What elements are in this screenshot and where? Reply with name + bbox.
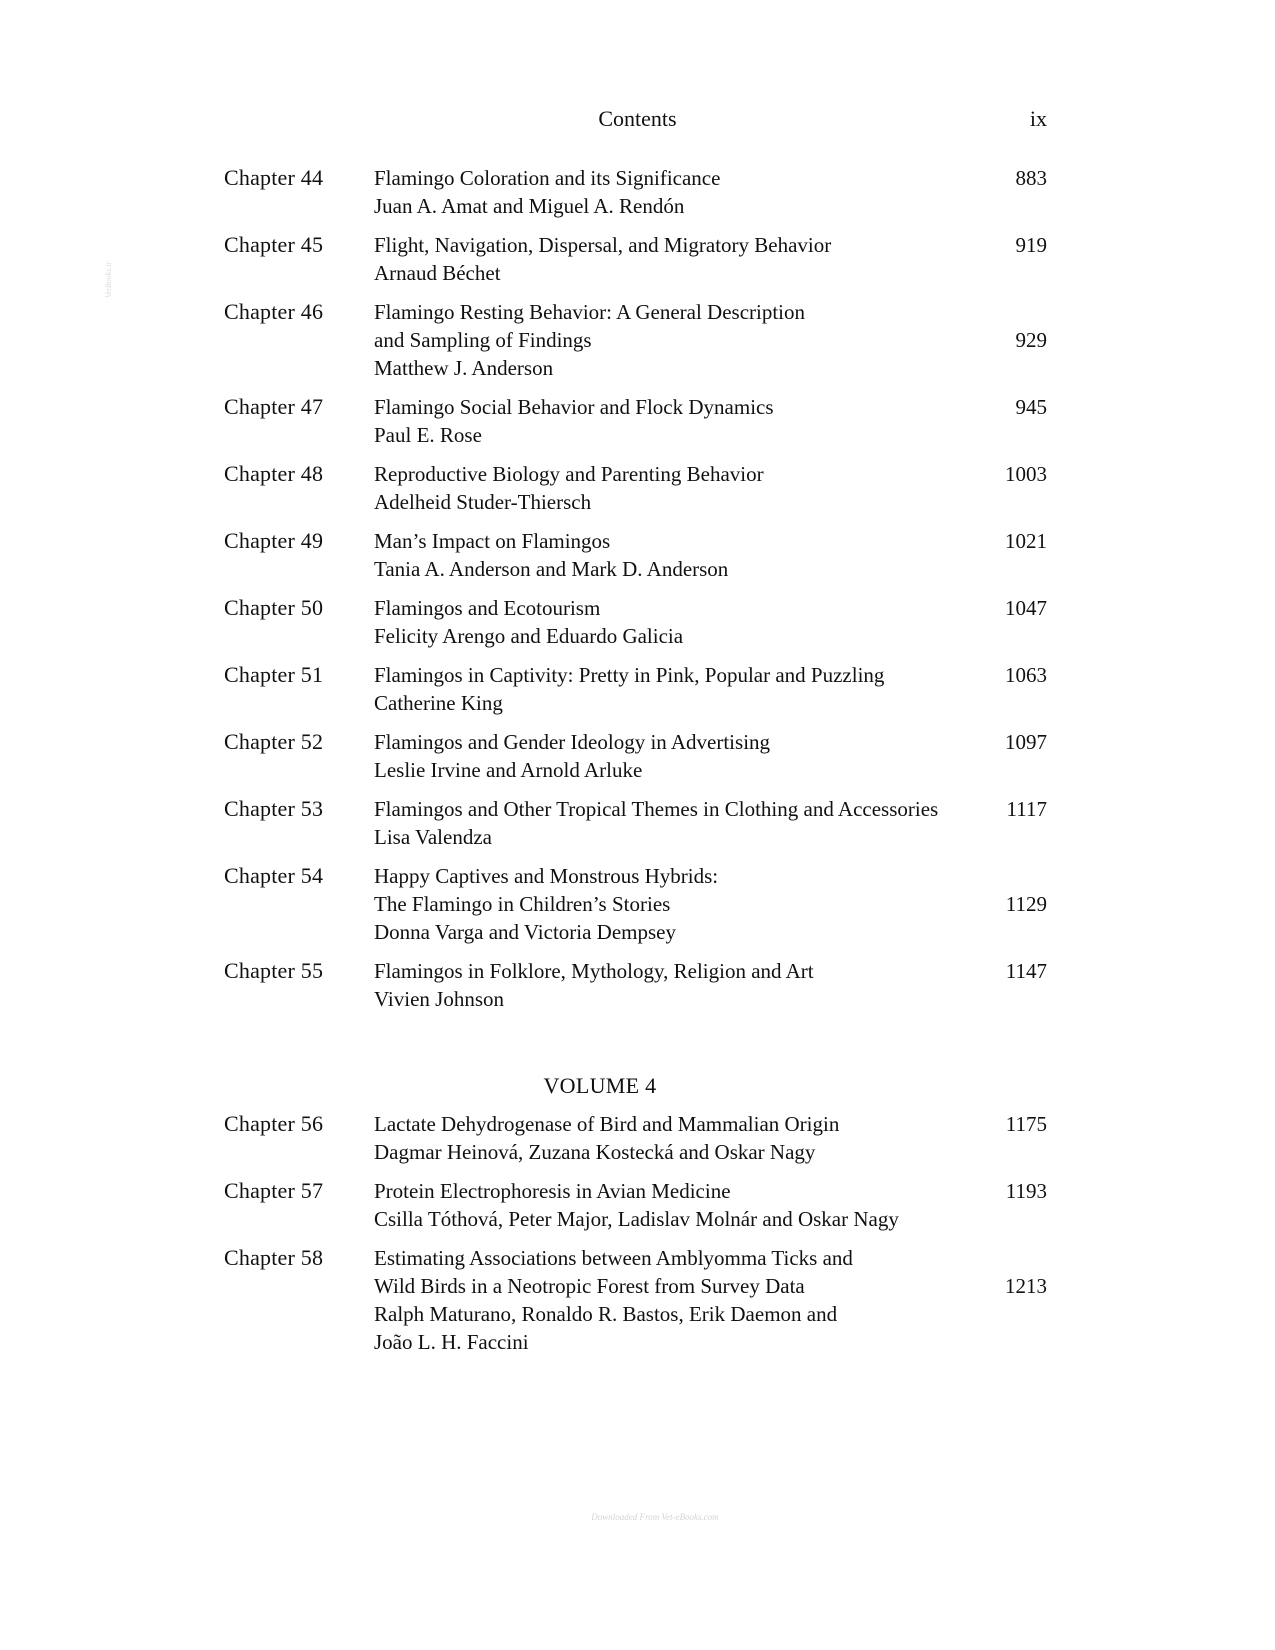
chapter-title-line: The Flamingo in Children’s Stories — [374, 892, 671, 916]
chapter-label: Chapter 46 — [224, 299, 324, 324]
toc-entry — [224, 393, 1047, 449]
chapter-title-block — [374, 1110, 967, 1166]
chapter-page-number: 1175 — [1005, 1112, 1047, 1136]
chapter-title-line: Estimating Associations between Amblyomma Ticks and — [374, 1246, 853, 1270]
chapter-title-block — [374, 661, 967, 717]
chapter-title-block — [374, 164, 967, 220]
toc-entry — [224, 527, 1047, 583]
chapter-title-line: Lactate Dehydrogenase of Bird and Mammalian Origin — [374, 1112, 840, 1136]
chapter-authors: Dagmar Heinová, Zuzana Kostecká and Oskar Nagy — [374, 1140, 816, 1164]
toc-entry — [224, 231, 1047, 287]
chapter-title-line: Flamingos and Ecotourism — [374, 596, 601, 620]
toc-entry — [224, 460, 1047, 516]
chapter-title-line: Happy Captives and Monstrous Hybrids: — [374, 864, 719, 888]
chapter-authors: Matthew J. Anderson — [374, 356, 554, 380]
chapter-label: Chapter 56 — [224, 1111, 324, 1136]
chapter-page-number: 1193 — [1005, 1179, 1047, 1203]
toc-entry — [224, 661, 1047, 717]
chapter-title-line: Flamingos and Gender Ideology in Advertising — [374, 730, 771, 754]
chapter-label: Chapter 53 — [224, 796, 324, 821]
toc-list-volume-4 — [224, 1110, 1047, 1356]
chapter-page-number: 1213 — [1005, 1274, 1047, 1298]
chapter-label: Chapter 57 — [224, 1178, 324, 1203]
toc-entry — [224, 1110, 1047, 1166]
chapter-title-line: Flamingos in Folklore, Mythology, Religion and Art — [374, 959, 814, 983]
chapter-authors: Donna Varga and Victoria Dempsey — [374, 920, 676, 944]
chapter-title-block — [374, 862, 967, 946]
chapter-title-block — [374, 957, 967, 1013]
chapter-authors: Tania A. Anderson and Mark D. Anderson — [374, 557, 729, 581]
chapter-title-block — [374, 795, 967, 851]
chapter-page-number: 929 — [1015, 328, 1047, 352]
chapter-label: Chapter 49 — [224, 528, 324, 553]
chapter-authors: Leslie Irvine and Arnold Arluke — [374, 758, 643, 782]
chapter-title-line: Flamingo Social Behavior and Flock Dynamics — [374, 395, 774, 419]
chapter-title-block — [374, 231, 967, 287]
chapter-title-line: Ralph Maturano, Ronaldo R. Bastos, Erik Daemon and — [374, 1302, 838, 1326]
chapter-title-block — [374, 527, 967, 583]
chapter-authors: Adelheid Studer-Thiersch — [374, 490, 592, 514]
chapter-title-line: Reproductive Biology and Parenting Behavior — [374, 462, 764, 486]
chapter-title-block — [374, 728, 967, 784]
chapter-page-number: 945 — [1015, 395, 1047, 419]
download-watermark: Downloaded From Vet-eBooks.com — [591, 1512, 719, 1522]
chapter-label: Chapter 47 — [224, 394, 324, 419]
chapter-authors: Paul E. Rose — [374, 423, 482, 447]
chapter-title-line: Man’s Impact on Flamingos — [374, 529, 611, 553]
chapter-page-number: 1021 — [1005, 529, 1047, 553]
chapter-title-block — [374, 594, 967, 650]
chapter-page-number: 1003 — [1005, 462, 1047, 486]
toc-entry — [224, 594, 1047, 650]
chapter-label: Chapter 50 — [224, 595, 324, 620]
chapter-title-block — [374, 1177, 967, 1233]
chapter-title-block — [374, 460, 967, 516]
volume-heading: VOLUME 4 — [543, 1073, 657, 1098]
chapter-authors: Catherine King — [374, 691, 503, 715]
chapter-page-number: 1117 — [1006, 797, 1047, 821]
chapter-title-line: Protein Electrophoresis in Avian Medicine — [374, 1179, 731, 1203]
side-watermark: VetBooks.ir — [104, 261, 113, 298]
chapter-title-line: Flamingos in Captivity: Pretty in Pink, Popular and Puzzling — [374, 663, 885, 687]
chapter-title-block — [374, 298, 967, 382]
chapter-title-block — [374, 393, 967, 449]
toc-entry — [224, 1244, 1047, 1356]
page-header — [0, 104, 1275, 134]
toc-entry — [224, 164, 1047, 220]
chapter-page-number: 1129 — [1005, 892, 1047, 916]
chapter-authors: Lisa Valendza — [374, 825, 492, 849]
chapter-title-line: and Sampling of Findings — [374, 328, 592, 352]
chapter-title-line: Flight, Navigation, Dispersal, and Migratory Behavior — [374, 233, 832, 257]
chapter-page-number: 1063 — [1005, 663, 1047, 687]
running-title: Contents — [598, 106, 677, 131]
chapter-title-block — [374, 1244, 967, 1356]
toc-entry — [224, 795, 1047, 851]
chapter-label: Chapter 55 — [224, 958, 324, 983]
toc-entry — [224, 862, 1047, 946]
chapter-title-line: Flamingo Resting Behavior: A General Description — [374, 300, 806, 324]
chapter-label: Chapter 54 — [224, 863, 324, 888]
chapter-label: Chapter 48 — [224, 461, 324, 486]
toc-entry — [224, 298, 1047, 382]
chapter-authors: Vivien Johnson — [374, 987, 504, 1011]
toc-entry — [224, 957, 1047, 1013]
toc-entry — [224, 728, 1047, 784]
toc-list-volume-3 — [224, 164, 1047, 1013]
chapter-label: Chapter 58 — [224, 1245, 324, 1270]
chapter-label: Chapter 52 — [224, 729, 324, 754]
chapter-label: Chapter 44 — [224, 165, 324, 190]
page-number: ix — [1029, 106, 1047, 131]
chapter-authors: Felicity Arengo and Eduardo Galicia — [374, 624, 684, 648]
toc-entry — [224, 1177, 1047, 1233]
chapter-authors: Csilla Tóthová, Peter Major, Ladislav Molnár and Oskar Nagy — [374, 1207, 899, 1231]
chapter-authors: João L. H. Faccini — [374, 1330, 529, 1354]
chapter-title-line: Wild Birds in a Neotropic Forest from Survey Data — [374, 1274, 805, 1298]
chapter-page-number: 883 — [1015, 166, 1047, 190]
chapter-label: Chapter 45 — [224, 232, 324, 257]
chapter-label: Chapter 51 — [224, 662, 324, 687]
chapter-authors: Juan A. Amat and Miguel A. Rendón — [374, 194, 685, 218]
chapter-page-number: 919 — [1015, 233, 1047, 257]
chapter-page-number: 1047 — [1005, 596, 1047, 620]
chapter-title-line: Flamingos and Other Tropical Themes in Clothing and Accessories — [374, 797, 939, 821]
chapter-authors: Arnaud Béchet — [374, 261, 501, 285]
chapter-page-number: 1147 — [1005, 959, 1047, 983]
chapter-title-line: Flamingo Coloration and its Significance — [374, 166, 721, 190]
chapter-page-number: 1097 — [1005, 730, 1047, 754]
